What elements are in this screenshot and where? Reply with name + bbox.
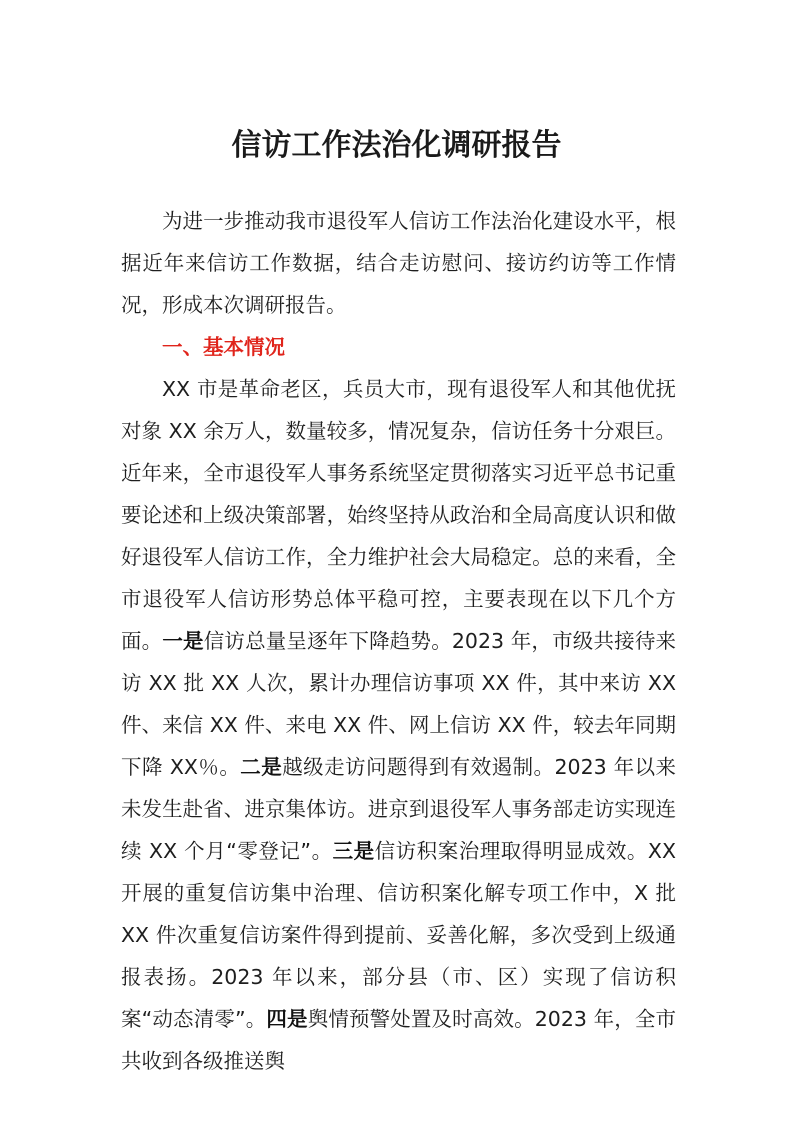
paragraph-opening: XX 市是革命老区，兵员大市，现有退役军人和其他优抚对象 XX 余万人，数量较多，情况复杂，信访任务十分艰巨。近年来，全市退役军人事务系统坚定贯彻落实习近平总书记重要论述和上级决策部署，始终坚持从政治和全局高度认识和做好退役军人信访工作，全力维护社会大局稳定。总的来看，全市退役军人信访形势总体平稳可控，主要表现在以下几个方面。	[121, 377, 676, 653]
point-label-1: 一是	[162, 629, 204, 653]
document-body	[121, 200, 676, 1082]
section-heading: 一、基本情况	[162, 335, 285, 359]
point-label-3: 三是	[332, 839, 375, 863]
point-text-4: 舆情预警处置及时高效。2023 年，全市共收到各级推送舆	[121, 1007, 677, 1073]
point-text-3: 信访积案治理取得明显成效。XX 开展的重复信访集中治理、信访积案化解专项工作中，X 批 XX 件次重复信访案件得到提前、妥善化解，多次受到上级通报表扬。2023 年以来，部分县（市、区）实现了信访积案“动态清零”。	[121, 839, 676, 1031]
intro-paragraph: 为进一步推动我市退役军人信访工作法治化建设水平，根据近年来信访工作数据，结合走访慰问、接访约访等工作情况，形成本次调研报告。	[121, 209, 676, 317]
point-label-4: 四是	[266, 1007, 308, 1031]
point-text-1: 信访总量呈逐年下降趋势。2023 年，市级共接待来访 XX 批 XX 人次，累计办理信访事项 XX 件，其中来访 XX 件、来信 XX 件、来电 XX 件、网上信访 XX 件，较去年同期下降 XX％。	[121, 629, 676, 779]
point-text-2: 越级走访问题得到有效遏制。2023 年以来未发生赴省、进京集体访。进京到退役军人事务部走访实现连续 XX 个月“零登记”。	[121, 755, 677, 863]
point-label-2: 二是	[240, 755, 283, 779]
document-title: 信访工作法治化调研报告	[231, 128, 562, 163]
section-paragraph	[121, 368, 676, 1082]
